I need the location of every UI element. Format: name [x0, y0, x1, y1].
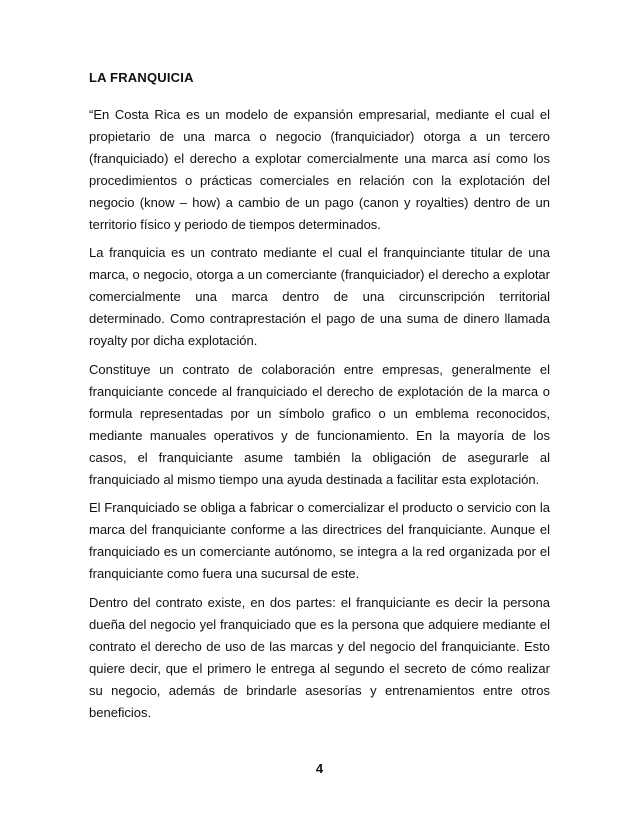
paragraph-3: Constituye un contrato de colaboración entre empresas, generalmente el franquiciante concede al franquiciado el derecho de explotación de la marca o formula representadas por un símbolo grafico o un emblema reconocidos, mediante manuales operativos y de funcionamiento. En la mayoría de los casos, el franquiciante asume también la obligación de asegurarle al franquiciado al mismo tiempo una ayuda destinada a facilitar esta explotación. — [89, 361, 550, 487]
paragraph-4: El Franquiciado se obliga a fabricar o comercializar el producto o servicio con la marca del franquiciante conforme a las directrices del franquiciante. Aunque el franquiciado es un comerciante autónomo, se integra a la red organizada por el franquiciante como fuera una sucursal de este. — [89, 500, 550, 582]
paragraph-5: Dentro del contrato existe, en dos partes: el franquiciante es decir la persona dueña del negocio yel franquiciado que es la persona que adquiere mediante el contrato el derecho de uso de las marcas y del negocio del franquiciante. Esto quiere decir, que el primero le entrega al segundo el secreto de cómo realizar su negocio, además de brindarle asesorías y entrenamientos entre otros beneficios. — [89, 595, 550, 720]
paragraph-2: La franquicia es un contrato mediante el cual el franquinciante titular de una marca, o negocio, otorga a un comerciante (franquiciador) el derecho a explotar comercialmente una marca dentro de una circunscripción territorial determinado. Como contraprestación el pago de una suma de dinero llamada royalty por dicha explotación. — [89, 245, 550, 349]
body-text — [89, 104, 550, 730]
section-title: LA FRANQUICIA — [89, 70, 194, 85]
page-number: 4 — [315, 761, 324, 776]
document-page — [89, 0, 550, 826]
paragraph-1: “En Costa Rica es un modelo de expansión empresarial, mediante el cual el propietario de una marca o negocio (franquiciador) otorga a un tercero (franquiciado) el derecho a explotar comercialmente una marca así como los procedimientos o prácticas comerciales en relación con la explotación del negocio (know – how) a cambio de un pago (canon y royalties) dentro de un territorio físico y periodo de tiempos determinados. — [89, 107, 550, 232]
